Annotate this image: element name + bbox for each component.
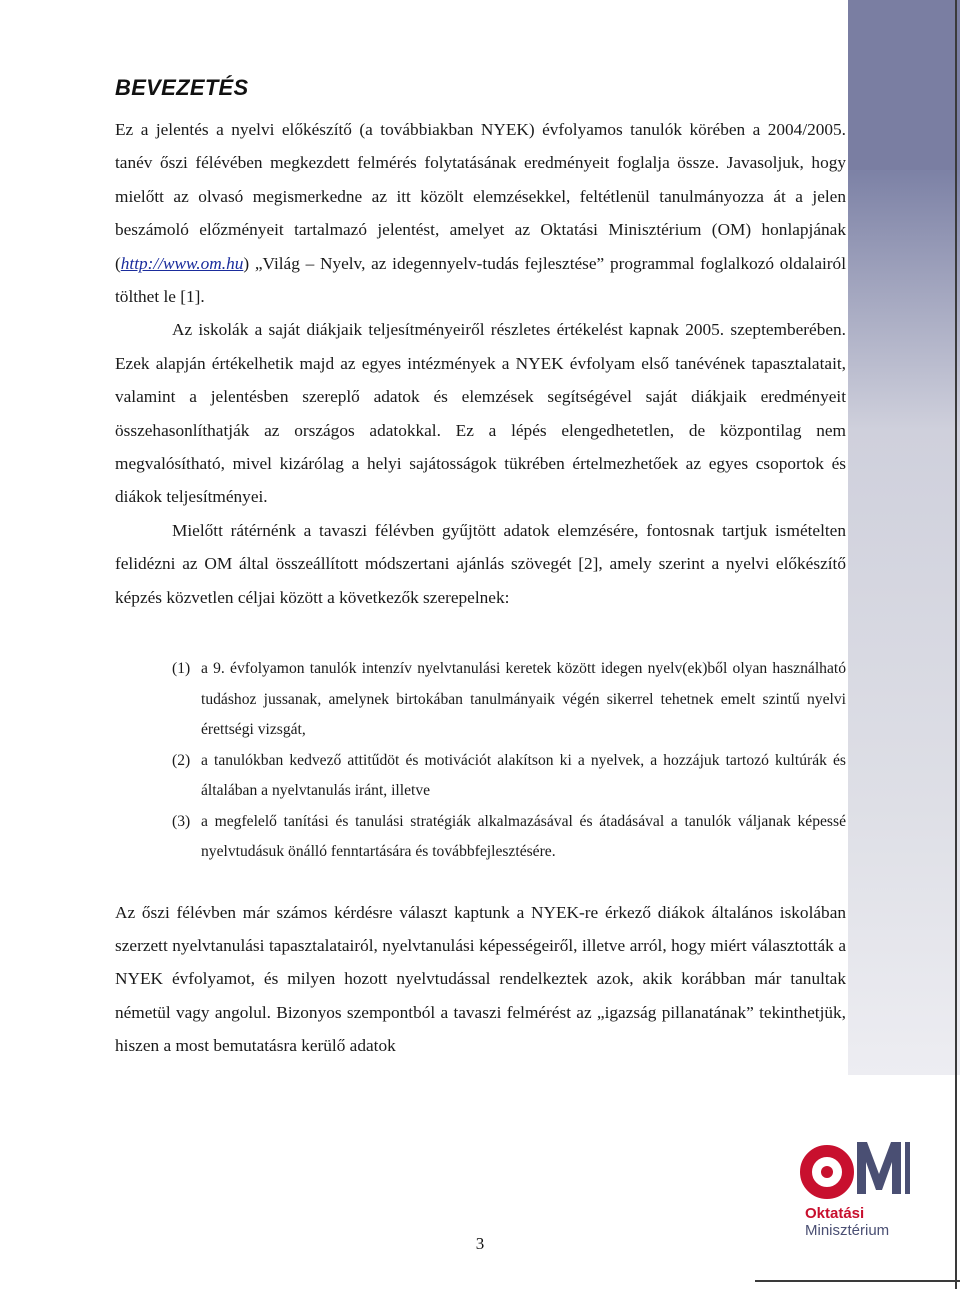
page-border-right <box>955 0 957 1289</box>
goal-item <box>115 654 846 746</box>
goals-list <box>115 654 846 868</box>
goal-number: (1) <box>172 660 191 678</box>
paragraph-autumn-results: Az őszi félévben már számos kérdésre választ kaptunk a NYEK-re érkező diákok általános iskolában szerzett nyelvtanulási tapasztalatairól, nyelvtanulási képességeiről, illetve arról, hogy miért választották a NYEK évfolyamot, és milyen hozott nyelvtudással rendelkeztek azok, akik korábban már tanultak németül vagy angolul. Bizonyos szempontból a tavaszi felmérést az „igazság pillanatának” tekinthetjük, hiszen a most bemutatásra kerülő adatok <box>115 902 846 1056</box>
goal-text: a tanulókban kedvező attitűdöt és motivációt alakítson ki a nyelvek, a hozzájuk tartozó kultúrák és általában a nyelvtanulás iránt, illetve <box>201 751 846 800</box>
page-border-bottom <box>755 1280 960 1282</box>
om-website-link[interactable]: http://www.om.hu <box>120 253 244 273</box>
body-text <box>115 75 846 1063</box>
om-logo-text <box>805 1205 889 1239</box>
goal-item <box>115 746 846 807</box>
goal-item <box>115 807 846 868</box>
goal-number: (2) <box>172 751 191 769</box>
paragraph-intro-end: ) „Világ – Nyelv, az idegennyelv-tudás fejlesztése” programmal foglalkozó oldalairól tölthet le [1]. <box>115 253 846 307</box>
om-logo-line2: Minisztérium <box>805 1222 890 1239</box>
paragraph-intro <box>115 113 846 313</box>
paragraph-intro-start: Ez a jelentés a nyelvi előkészítő (a továbbiakban NYEK) évfolyamos tanulók körében a 2004/2005. tanév őszi félévében megkezdett felmérés folytatásának eredményeit foglalja össze. Javasoljuk, hogy mielőtt az olvasó megismerkedne az itt közölt elemzésekkel, feltétlenül tanulmányozza át a jelen beszámoló előzményeit tartalmazó jelentést, amelyet az Oktatási Minisztérium (OM) honlapjának ( <box>115 120 846 273</box>
goal-text: a 9. évfolyamon tanulók intenzív nyelvtanulási keretek között idegen nyelv(ek)ből olyan használható tudáshoz jussanak, amelynek birtokában tanulmányaik végén sikerrel tehetnek emelt szintű nyelvi érettségi vizsgát, <box>201 660 846 739</box>
goal-text: a megfelelő tanítási és tanulási stratégiák alkalmazásával és átadásával a tanulók váljanak képessé nyelvtudásuk önálló fenntartására és továbbfejlesztésére. <box>201 812 846 861</box>
section-heading: BEVEZETÉS <box>115 75 249 100</box>
paragraph-goals-intro: Mielőtt rátérnénk a tavaszi félévben gyűjtött adatok elemzésére, fontosnak tartjuk ismételten felidézni az OM által összeállított módszertani ajánlás szövegét [2], amely szerint a nyelvi előkészítő képzés közvetlen céljai között a következők szerepelnek: <box>115 520 846 607</box>
content-background-bottom <box>0 1140 755 1289</box>
om-logo-line1: Oktatási <box>805 1205 865 1222</box>
page-number: 3 <box>475 1234 485 1253</box>
paragraph-school-evaluation: Az iskolák a saját diákjaik teljesítményeiről részletes értékelést kapnak 2005. szeptemberében. Ezek alapján értékelhetik majd az egyes intézmények a NYEK évfolyam első tanévének tapasztalatait, valamint a jelentésben szereplő adatok és elemzések segítségével saját diákjaik eredményeit összehasonlíthatják az országos adatokkal. Ez a lépés elengedhetetlen, de központilag nem megvalósítható, mivel kizárólag a helyi sajátosságok tükrében értelmezhetőek az egyes csoportok és diákok teljesítményei. <box>115 320 846 507</box>
right-band-dark-top <box>848 0 960 170</box>
goal-number: (3) <box>172 812 191 830</box>
